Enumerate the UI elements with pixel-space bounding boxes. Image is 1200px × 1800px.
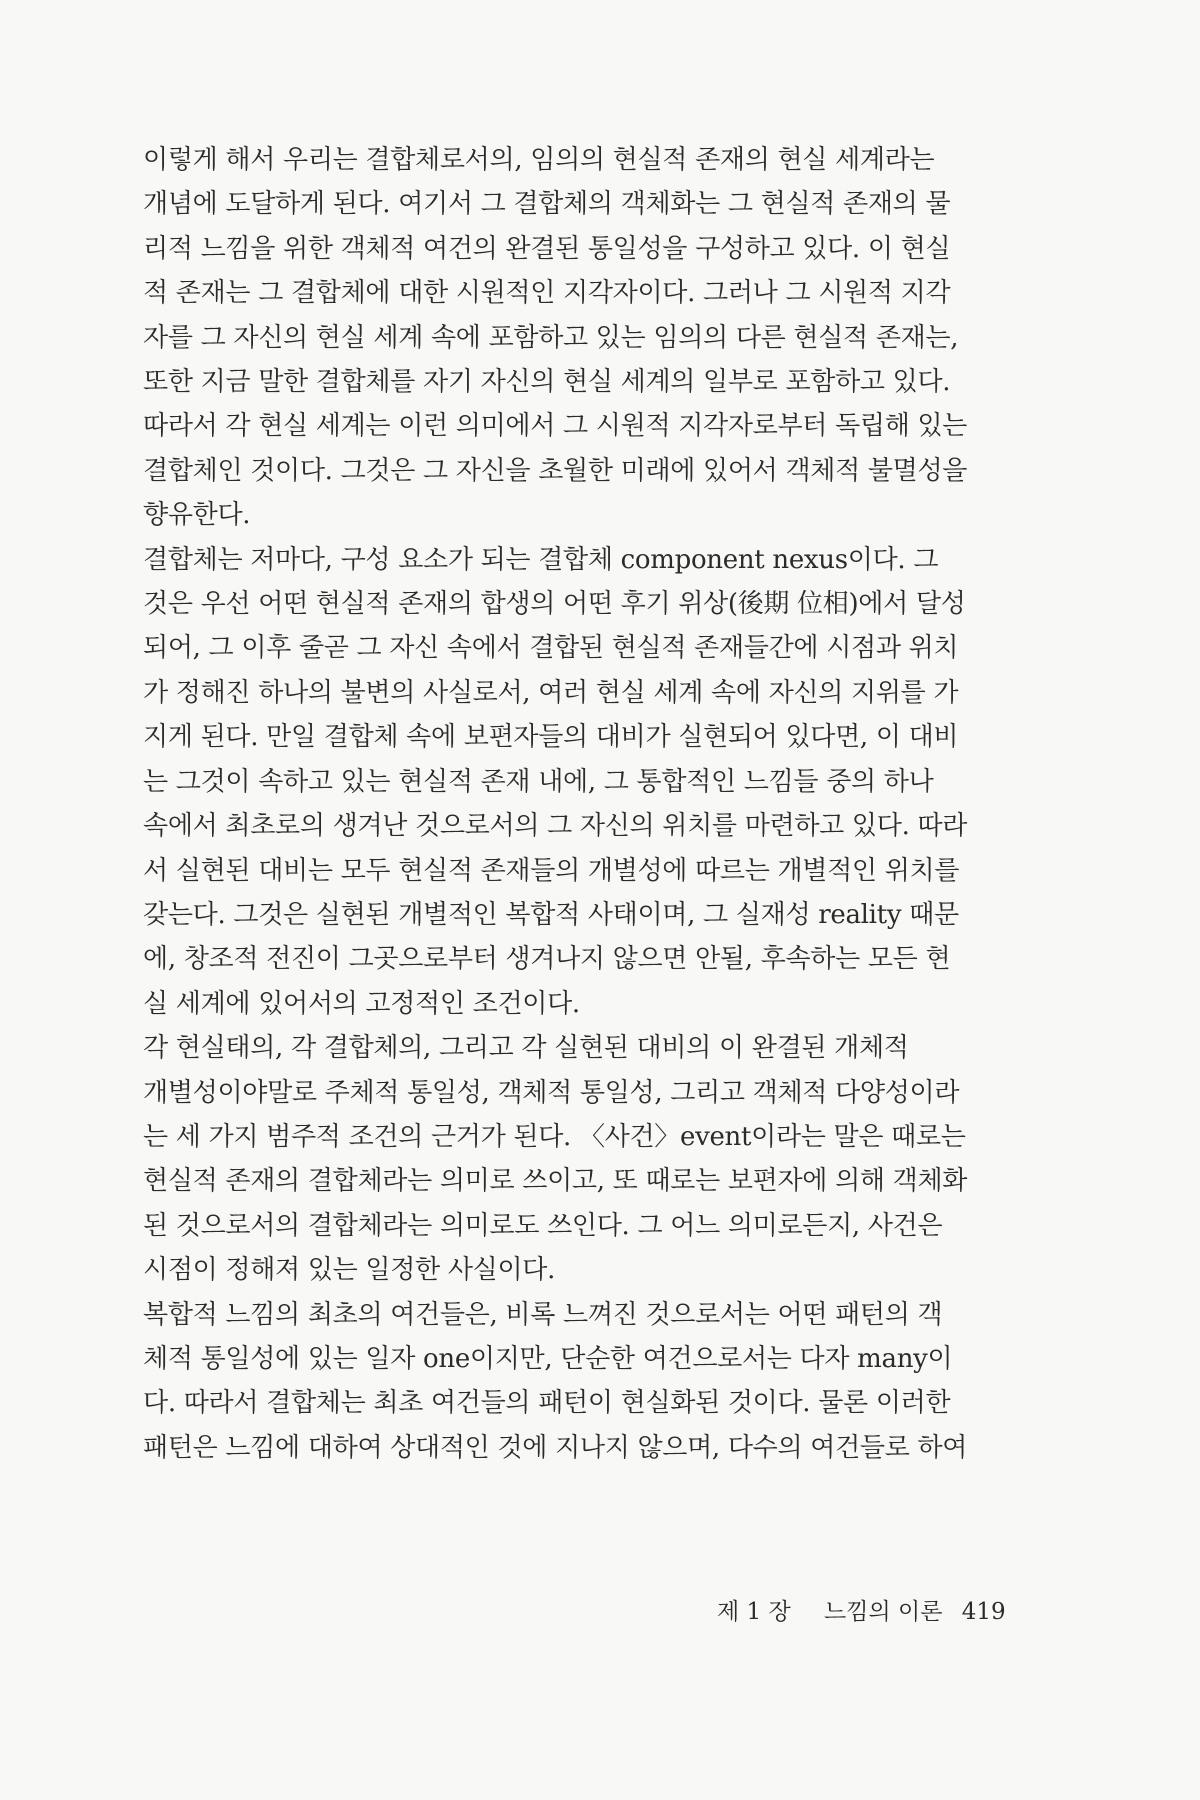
body-text (143, 138, 1060, 1470)
text-line: 갖는다. 그것은 실현된 개별적인 복합적 사태이며, 그 실재성 reality 때문 (143, 899, 959, 930)
paragraph-2 (143, 538, 1060, 1026)
text-line: 향유한다. (143, 500, 251, 531)
text-line: 체적 통일성에 있는 일자 one이지만, 단순한 여건으로서는 다자 many이 (143, 1343, 953, 1374)
text-line: 되어, 그 이후 줄곧 그 자신 속에서 결합된 현실적 존재들간에 시점과 위치 (143, 633, 959, 664)
text-line: 자를 그 자신의 현실 세계 속에 포함하고 있는 임의의 다른 현실적 존재는, (143, 322, 959, 353)
text-line: 가 정해진 하나의 불변의 사실로서, 여러 현실 세계 속에 자신의 지위를 가 (143, 677, 959, 708)
text-line: 패턴은 느낌에 대하여 상대적인 것에 지나지 않으며, 다수의 여건들로 하여 (143, 1432, 968, 1463)
text-line: 결합체인 것이다. 그것은 그 자신을 초월한 미래에 있어서 객체적 불멸성을 (143, 455, 968, 486)
paragraph-3 (143, 1026, 1060, 1292)
paragraph-1 (143, 138, 1060, 538)
text-line: 다. 따라서 결합체는 최초 여건들의 패턴이 현실화된 것이다. 물론 이러한 (143, 1388, 951, 1419)
text-line: 것은 우선 어떤 현실적 존재의 합생의 어떤 후기 위상(後期 位相)에서 달성 (143, 589, 966, 620)
chapter-label: 제 1 장 (717, 1599, 791, 1625)
text-line: 된 것으로서의 결합체라는 의미로도 쓰인다. 그 어느 의미로든지, 사건은 (143, 1210, 943, 1241)
page-number: 419 (961, 1599, 1006, 1625)
text-line: 리적 느낌을 위한 객체적 여건의 완결된 통일성을 구성하고 있다. 이 현실 (143, 233, 951, 264)
text-line: 시점이 정해져 있는 일정한 사실이다. (143, 1255, 556, 1286)
text-line: 따라서 각 현실 세계는 이런 의미에서 그 시원적 지각자로부터 독립해 있는 (143, 411, 968, 442)
text-line: 서 실현된 대비는 모두 현실적 존재들의 개별성에 따르는 개별적인 위치를 (143, 855, 960, 886)
text-line: 개념에 도달하게 된다. 여기서 그 결합체의 객체화는 그 현실적 존재의 물 (143, 189, 951, 220)
text-line: 적 존재는 그 결합체에 대한 시원적인 지각자이다. 그러나 그 시원적 지각 (143, 278, 951, 309)
page-footer (717, 1593, 1006, 1626)
text-line: 복합적 느낌의 최초의 여건들은, 비록 느껴진 것으로서는 어떤 패턴의 객 (143, 1299, 943, 1330)
text-line: 결합체는 저마다, 구성 요소가 되는 결합체 component nexus이다. 그 (143, 544, 939, 575)
text-line: 지게 된다. 만일 결합체 속에 보편자들의 대비가 실현되어 있다면, 이 대비 (143, 722, 959, 753)
text-line: 는 그것이 속하고 있는 현실적 존재 내에, 그 통합적인 느낌들 중의 하나 (143, 766, 934, 797)
text-line: 이렇게 해서 우리는 결합체로서의, 임의의 현실적 존재의 현실 세계라는 (143, 145, 935, 175)
text-line: 실 세계에 있어서의 고정적인 조건이다. (143, 988, 580, 1019)
text-line: 현실적 존재의 결합체라는 의미로 쓰이고, 또 때로는 보편자에 의해 객체화 (143, 1166, 968, 1197)
text-line: 각 현실태의, 각 결합체의, 그리고 각 실현된 대비의 이 완결된 개체적 (143, 1033, 909, 1064)
text-line: 개별성이야말로 주체적 통일성, 객체적 통일성, 그리고 객체적 다양성이라 (143, 1077, 960, 1108)
paragraph-4 (143, 1293, 1060, 1471)
text-line: 속에서 최초로의 생겨난 것으로서의 그 자신의 위치를 마련하고 있다. 따라 (143, 811, 968, 842)
text-line: 에, 창조적 전진이 그곳으로부터 생겨나지 않으면 안될, 후속하는 모든 현 (143, 944, 951, 975)
text-line: 또한 지금 말한 결합체를 자기 자신의 현실 세계의 일부로 포함하고 있다. (143, 367, 951, 398)
text-line: 는 세 가지 범주적 조건의 근거가 된다. 〈사건〉event이라는 말은 때로는 (143, 1121, 966, 1152)
chapter-title: 느낌의 이론 (824, 1599, 943, 1625)
